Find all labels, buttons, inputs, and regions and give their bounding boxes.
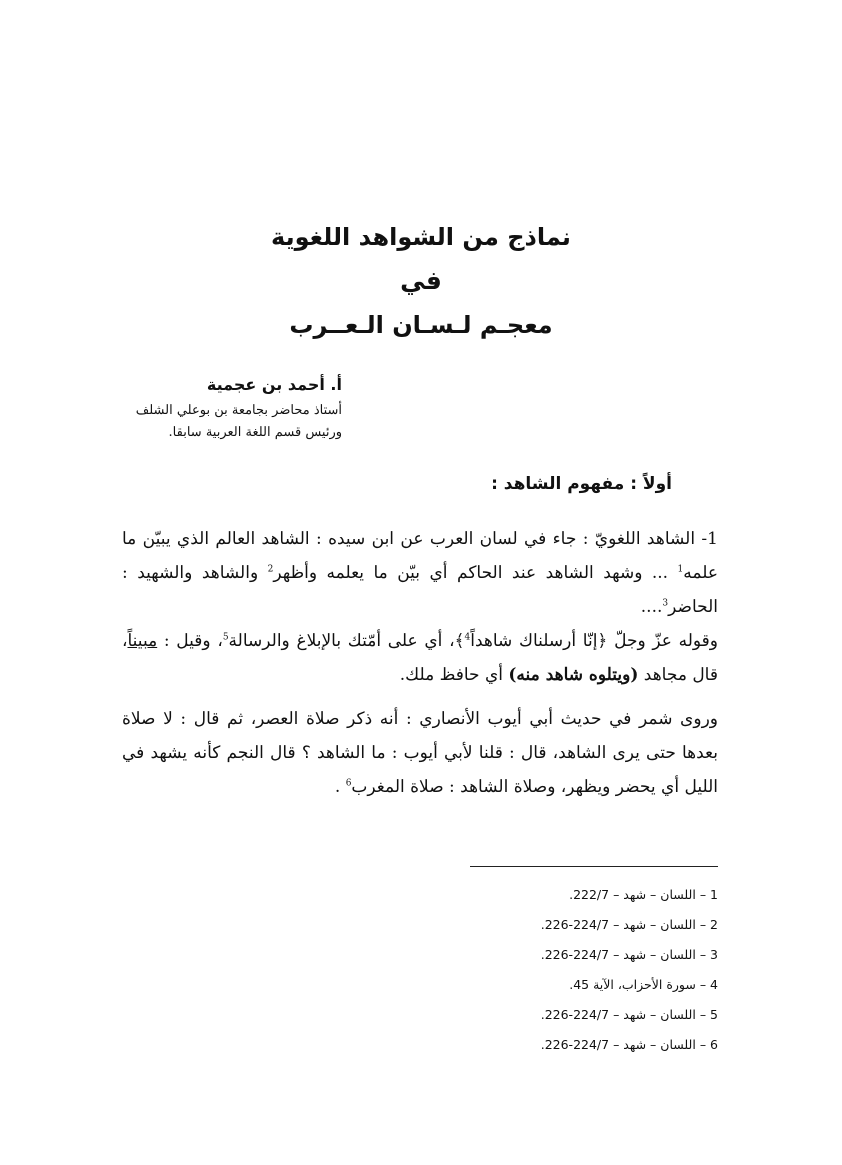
p1-text-a: 1- الشاهد اللغويّ : جاء في لسان العرب عن ابن سيده : الشاهد العالم الذي يبيّن ما علمه (122, 529, 718, 583)
footnote-1: 1 – اللسان – شهد – 222/7. (569, 887, 718, 902)
footnote-ref-4: 4 (464, 632, 471, 643)
p2-text-b: ﴾، أي على أمّتك بالإبلاغ والرسالة (228, 631, 465, 651)
p2-text-c: ، وقيل : (157, 631, 223, 651)
footnote-3: 3 – اللسان – شهد – 224/7-226. (540, 947, 718, 962)
paragraph-2 (122, 624, 718, 692)
p1-text-d: .... (640, 597, 663, 617)
title-line-1: نماذج من الشواهد اللغوية (271, 223, 571, 251)
footnotes (378, 880, 718, 1060)
p3-text-a: وروى شمر في حديث أبي أيوب الأنصاري : أنه ذكر صلاة العصر، ثم قال : لا صلاة بعدها حتى يرى الشاهد، قال : قلنا لأبي أيوب : ما الشاهد ؟ قال النجم كأنه يشهد في الليل أي يحضر ويظهر، وصلاة الشاهد : صلاة المغرب (122, 709, 718, 797)
p2-underlined-word: مبيناً (127, 631, 158, 651)
author-affiliation-1: أستاذ محاضر بجامعة بن بوعلي الشلف (135, 403, 342, 418)
author-affiliation-2: ورئيس قسم اللغة العربية سابقا. (168, 425, 342, 440)
author-name: أ. أحمد بن عجمية (206, 375, 342, 394)
footnote-4: 4 – سورة الأحزاب، الآية 45. (569, 977, 718, 992)
p2-text-d: ، قال مجاهد (122, 631, 718, 685)
paragraph-3 (122, 702, 718, 804)
footnote-5: 5 – اللسان – شهد – 224/7-226. (540, 1007, 718, 1022)
p2-text-e: أي حافظ ملك. (399, 665, 509, 685)
title-line-3: معجـم لـسـان الـعــرب (289, 311, 553, 339)
p2-bold-quote: (ويتلوه شاهد منه) (508, 665, 639, 685)
p2-text-a: وقوله عزّ وجلّ ﴿إنّا أرسلناك شاهداً (470, 631, 718, 651)
paragraph-1 (122, 522, 718, 624)
body-text (122, 522, 718, 804)
footnote-6: 6 – اللسان – شهد – 224/7-226. (540, 1037, 718, 1052)
footnote-2: 2 – اللسان – شهد – 224/7-226. (540, 917, 718, 932)
footnote-ref-3: 3 (662, 598, 669, 609)
p3-text-b: . (334, 777, 346, 797)
footnote-ref-1: 1 (677, 564, 684, 575)
title-block (0, 215, 842, 347)
p1-text-c: والشاهد والشهيد : الحاضر (122, 563, 718, 617)
footnote-ref-5: 5 (222, 632, 229, 643)
footnote-ref-6: 6 (345, 778, 352, 789)
footnote-separator (470, 866, 718, 867)
author-block (2, 372, 342, 444)
p1-text-b: ... وشهد الشاهد عند الحاكم أي بيّن ما يعلمه وأظهر (273, 563, 678, 583)
section-heading: أولاً : مفهوم الشاهد : (491, 474, 672, 494)
footnote-ref-2: 2 (267, 564, 274, 575)
title-line-2: في (400, 266, 442, 295)
